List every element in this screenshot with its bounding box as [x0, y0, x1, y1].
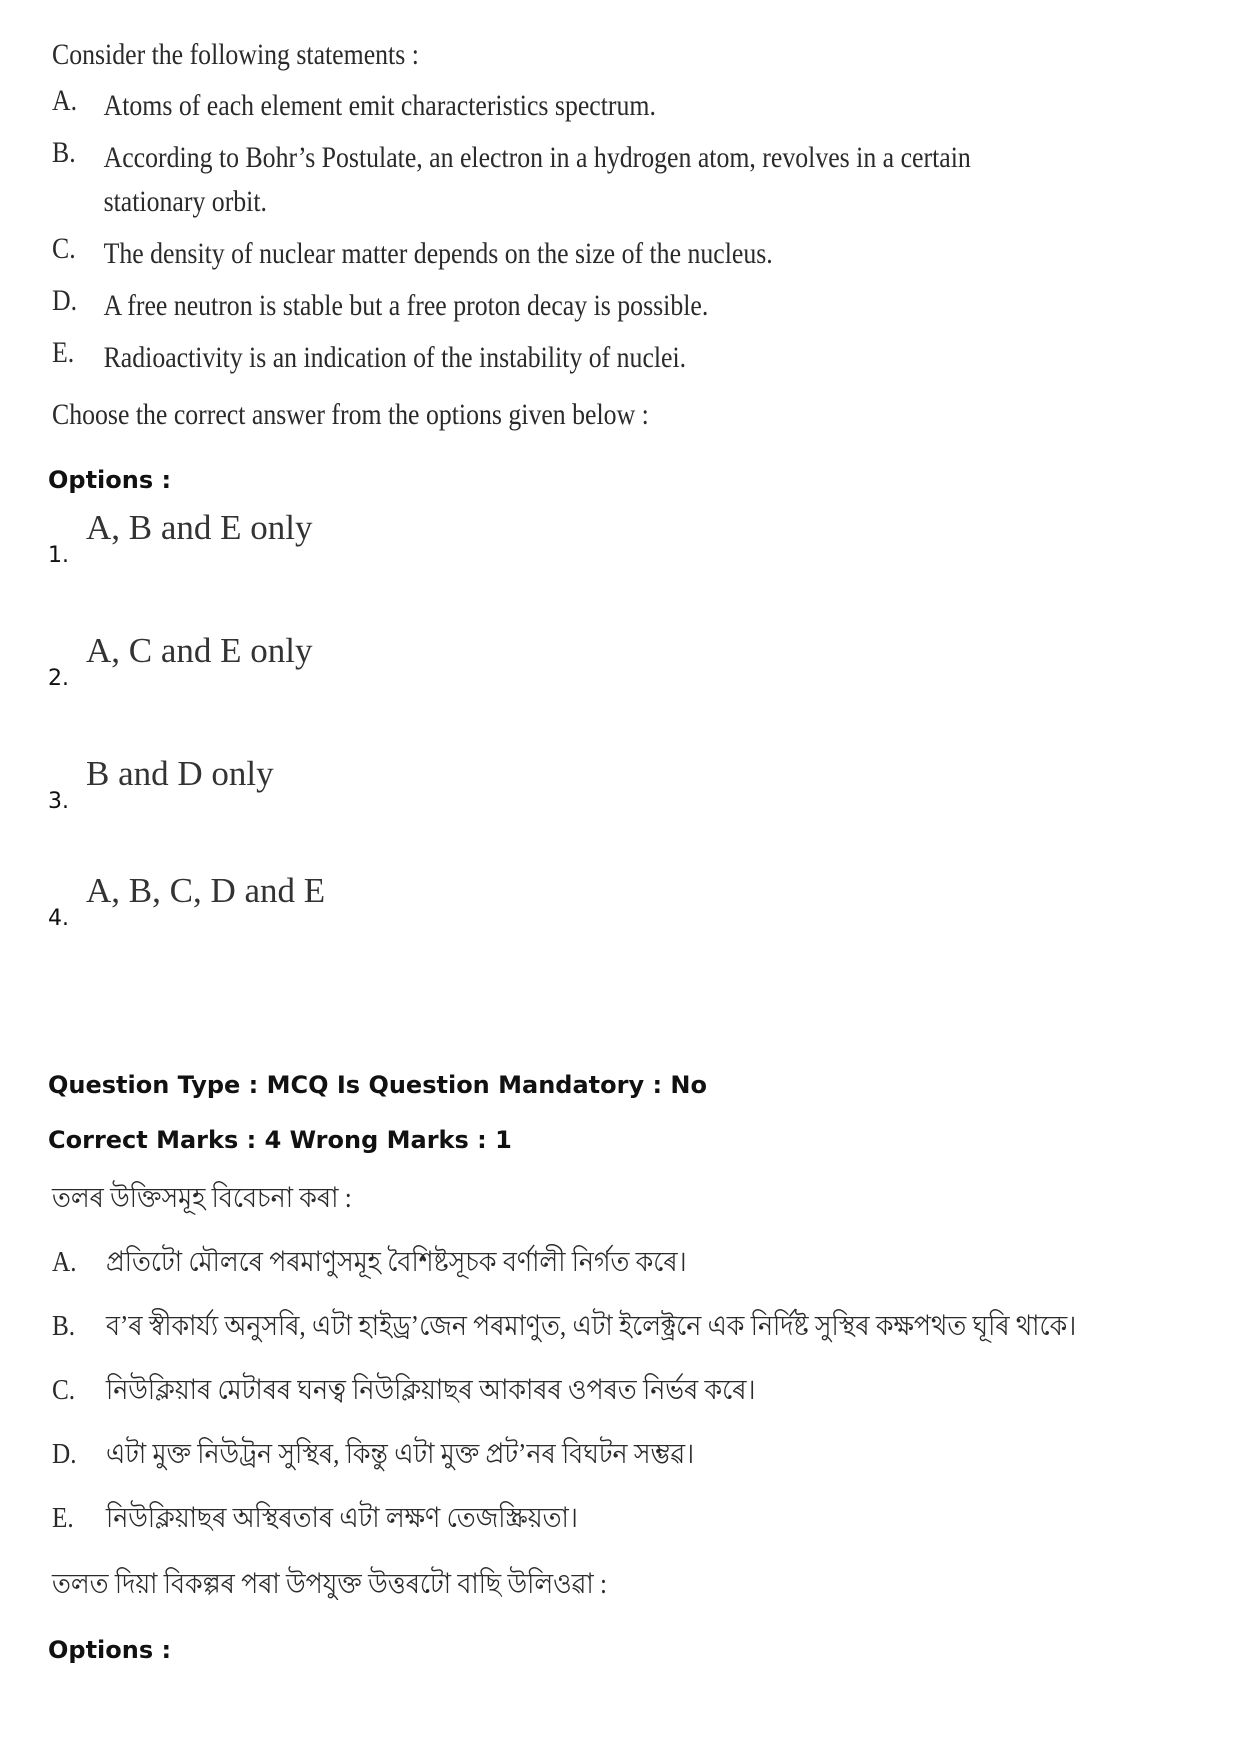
question-type-line: Question Type : MCQ Is Question Mandatory : No: [48, 1071, 707, 1099]
statement-e: [52, 336, 686, 380]
statement-text: নিউক্লিয়াৰ মেটাৰৰ ঘনত্ব নিউক্লিয়াছৰ আকাৰৰ ওপৰত নিৰ্ভৰ কৰে।: [106, 1375, 756, 1406]
choose-instruction: Choose the correct answer from the options given below :: [52, 398, 649, 431]
statement-label: B.: [52, 136, 76, 169]
statement-d: [52, 284, 708, 328]
statement-text: The density of nuclear matter depends on the size of the nucleus.: [103, 237, 773, 270]
statement-label: C.: [52, 1375, 76, 1406]
statement-text: A free neutron is stable but a free proton decay is possible.: [103, 289, 709, 322]
statement-b-assamese: [52, 1304, 1076, 1351]
statement-text-continued: stationary orbit.: [103, 185, 267, 218]
statement-d-assamese: [52, 1432, 694, 1479]
statement-text: According to Bohr’s Postulate, an electron in a hydrogen atom, revolves in a certain: [103, 141, 971, 174]
statement-text: Radioactivity is an indication of the instability of nuclei.: [103, 341, 687, 374]
statement-text: Atoms of each element emit characteristics spectrum.: [103, 89, 656, 122]
statement-a: [52, 84, 656, 128]
statement-label: B.: [52, 1311, 76, 1342]
option-text: A, B and E only: [86, 508, 313, 547]
statement-c: [52, 232, 773, 276]
options-heading-2: Options :: [48, 1636, 172, 1664]
options-heading: Options :: [48, 466, 172, 494]
option-number: 2.: [48, 666, 69, 691]
statement-b: [52, 136, 971, 224]
option-number: 1.: [48, 543, 69, 568]
statement-text: ব’ৰ স্বীকাৰ্য্য অনুসৰি, এটা হাইড্ৰ’জেন পৰমাণুত, এটা ইলেক্ট্ৰনে এক নিৰ্দিষ্ট সুস্থিৰ কক্ষপথত ঘূৰি থাকে।: [106, 1311, 1077, 1342]
statement-text: এটা মুক্ত নিউট্ৰন সুস্থিৰ, কিন্তু এটা মুক্ত প্ৰট’নৰ বিঘটন সম্ভৱ।: [106, 1439, 695, 1470]
choose-instruction-assamese: তলত দিয়া বিকল্পৰ পৰা উপযুক্ত উত্তৰটো বাছি উলিওৱা :: [52, 1569, 608, 1600]
option-number: 3.: [48, 789, 69, 814]
option-text: B and D only: [86, 754, 274, 793]
statement-a-assamese: [52, 1240, 687, 1287]
statement-label: D.: [52, 284, 78, 317]
statement-label: A.: [52, 84, 78, 117]
statement-text: নিউক্লিয়াছৰ অস্থিৰতাৰ এটা লক্ষণ তেজস্ক্ৰিয়তা।: [106, 1503, 578, 1534]
statement-label: D.: [52, 1439, 77, 1470]
question-intro: Consider the following statements :: [52, 38, 419, 71]
statement-label: E.: [52, 336, 75, 369]
option-text: A, B, C, D and E: [86, 871, 326, 910]
option-text: A, C and E only: [86, 631, 313, 670]
statement-e-assamese: [52, 1496, 578, 1543]
question-intro-assamese: তলৰ উক্তিসমূহ বিবেচনা কৰা :: [52, 1183, 352, 1214]
statement-text: প্ৰতিটো মৌলৰে পৰমাণুসমূহ বৈশিষ্টসূচক বৰ্ণালী নিৰ্গত কৰে।: [106, 1247, 687, 1278]
statement-label: E.: [52, 1503, 74, 1534]
statement-label: C.: [52, 232, 76, 265]
option-number: 4.: [48, 906, 69, 931]
statement-c-assamese: [52, 1368, 755, 1415]
marks-line: Correct Marks : 4 Wrong Marks : 1: [48, 1126, 512, 1154]
statement-label: A.: [52, 1247, 77, 1278]
